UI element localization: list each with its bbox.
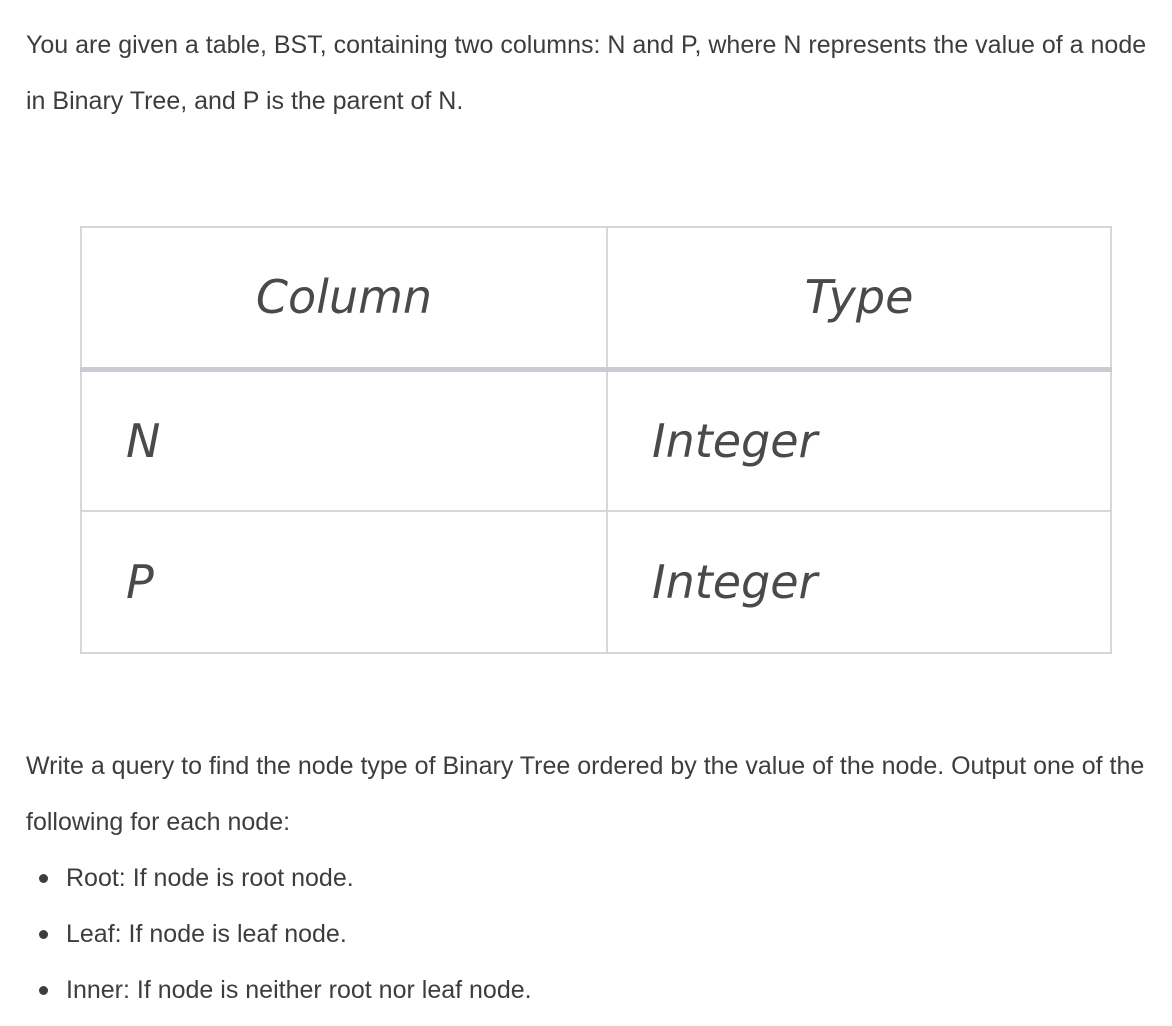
cell-column-name: P	[81, 511, 607, 653]
list-item	[0, 906, 532, 962]
table-header-row	[81, 227, 1111, 369]
bullet-dot-icon	[39, 986, 48, 995]
list-item-text: Leaf: If node is leaf node.	[66, 920, 347, 948]
list-item-text: Root: If node is root node.	[66, 864, 354, 892]
column-header-column: Column	[81, 227, 607, 369]
bullet-dot-icon	[39, 930, 48, 939]
cell-column-type: Integer	[607, 511, 1111, 653]
list-item-text: Inner: If node is neither root nor leaf node.	[66, 976, 532, 1004]
node-type-list	[0, 850, 532, 1018]
column-header-type: Type	[607, 227, 1111, 369]
table-row	[81, 511, 1111, 653]
cell-column-type: Integer	[607, 369, 1111, 511]
bullet-dot-icon	[39, 874, 48, 883]
task-paragraph: Write a query to find the node type of Binary Tree ordered by the value of the node. Output one of the following for each node:	[26, 752, 1145, 836]
schema-table	[80, 226, 1112, 654]
list-item	[0, 850, 532, 906]
list-item	[0, 962, 532, 1018]
intro-paragraph: You are given a table, BST, containing two columns: N and P, where N represents the value of a node in Binary Tree, and P is the parent of N.	[26, 31, 1147, 115]
cell-column-name: N	[81, 369, 607, 511]
table-row	[81, 369, 1111, 511]
